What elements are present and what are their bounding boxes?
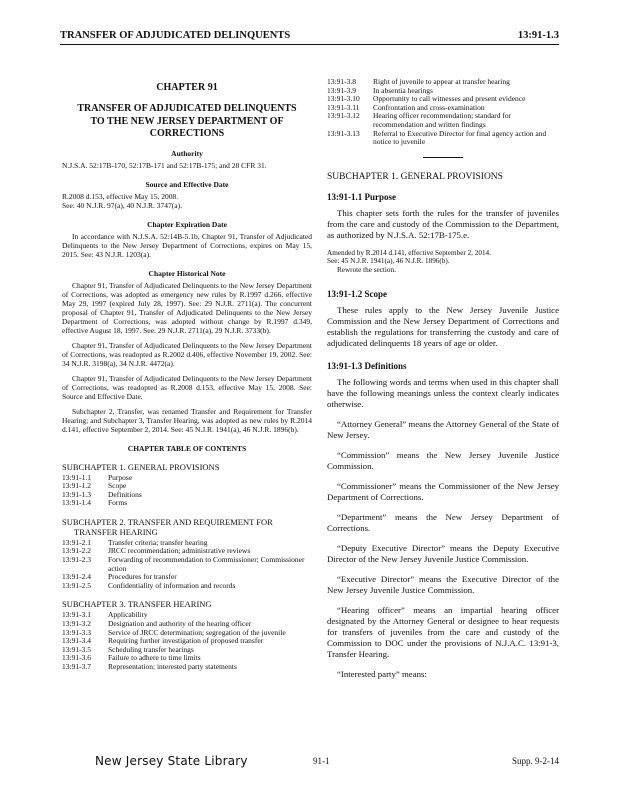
toc-entry-title: Referral to Executive Director for final agency action and notice to juvenile (373, 128, 547, 147)
expiration-heading: Chapter Expiration Date (147, 219, 227, 229)
history-paragraph: Chapter 91, Transfer of Adjudicated Delinquents to the New Jersey Department of Corrections, was readopted as R.2008 d.153, effective May 15, 2008. See: Source and Effective Date. (62, 373, 312, 401)
toc-entry-title: Hearing officer recommendation; standard for recommendation and written findings (373, 111, 512, 129)
toc-entry-number: 13:91-3.2 (62, 619, 91, 629)
toc-entry-number: 13:91-2.2 (62, 546, 91, 556)
header-title: TRANSFER OF ADJUDICATED DELINQUENTS (60, 30, 291, 41)
history-heading: Chapter Historical Note (148, 268, 226, 278)
section-text: The following words and terms when used in this chapter shall have the following meanings unless the context clearly indicates otherwise. (327, 376, 559, 409)
toc-entry (62, 556, 312, 573)
toc-entry-title: Confidentiality of information and records (108, 580, 236, 590)
definition-entry: “Interested party” means: (337, 668, 427, 679)
history-paragraph: Chapter 91, Transfer of Adjudicated Delinquents to the New Jersey Department of Corrections, was readopted as R.2002 d.406, effective November 19, 2002. See: 34 N.J.R. 3198(a), 34 N.J.R. 4472(a). (62, 340, 312, 368)
toc-entry-number: 13:91-2.3 (62, 555, 91, 565)
toc-subchapter-title-line: SUBCHAPTER 2. TRANSFER AND REQUIREMENT FOR (62, 516, 273, 527)
toc-entry-title: Failure to adhere to time limits (108, 653, 201, 663)
toc-entry-number: 13:91-3.11 (327, 102, 360, 112)
toc-entry-number: 13:91-2.4 (62, 572, 91, 582)
page-footer (95, 756, 559, 772)
section-title: 13:91-1.1 Purpose (327, 191, 396, 202)
running-header (60, 30, 559, 45)
toc-entry-number: 13:91-1.1 (62, 472, 91, 482)
amendment-note (327, 249, 559, 275)
header-section-number: 13:91-1.3 (517, 30, 559, 41)
toc-entry-number: 13:91-3.6 (62, 653, 91, 663)
toc-subchapter-title: SUBCHAPTER 3. TRANSFER HEARING (62, 599, 212, 610)
toc-entry-number: 13:91-1.2 (62, 481, 91, 491)
toc-entry-title: In absentia hearings (373, 85, 433, 95)
toc-entry-number: 13:91-3.13 (327, 128, 360, 138)
toc-entry-title: Scheduling transfer hearings (108, 644, 194, 654)
toc-entry-number: 13:91-3.12 (327, 111, 360, 121)
section-title: 13:91-1.3 Definitions (327, 360, 407, 371)
toc-entry-number: 13:91-3.5 (62, 644, 91, 654)
left-column (62, 78, 312, 672)
chapter-title-line: CORRECTIONS (149, 128, 225, 139)
toc-entry-number: 13:91-3.9 (327, 85, 356, 95)
toc-entry-title: JRCC recommendation; administrative reviews (108, 546, 251, 556)
toc-entry-number: 13:91-3.10 (327, 94, 360, 104)
authority-heading: Authority (171, 148, 203, 158)
toc-entry (62, 582, 312, 591)
toc-entry-number: 13:91-1.4 (62, 498, 91, 508)
toc-entry-title: Right of juvenile to appear at transfer hearing (373, 77, 510, 86)
toc-entry-title: Designation and authority of the hearing officer (108, 619, 252, 629)
toc-entry (327, 112, 559, 129)
section-title: 13:91-1.2 Scope (327, 288, 387, 299)
toc-entry-number: 13:91-3.1 (62, 610, 91, 620)
library-watermark: New Jersey State Library (95, 754, 248, 768)
definition-entry: “Hearing officer” means an impartial hearing officer designated by the Attorney General or designee to hear requests for transfers of juveniles from the care and custody of the Commission to DOC under the provisions of N.J.A.C. 13:91-3, Transfer Hearing. (327, 604, 559, 659)
toc-entry-title: Procedures for transfer (108, 572, 177, 582)
definition-entry: “Attorney General” means the Attorney General of the State of New Jersey. (327, 418, 559, 440)
toc-subchapter3-continued (327, 78, 559, 147)
history-paragraph: Subchapter 2, Transfer, was renamed Transfer and Requirement for Transfer Hearing; and Subchapter 3, Transfer Hearing, was adopted as new rules by R.2014 d.141, effective September 2, 2014. See: 45 N.J.R. 1941(a), 46 N.J.R. 1896(b). (62, 406, 312, 434)
toc-entry-number: 13:91-1.3 (62, 489, 91, 499)
toc-entry-number: 13:91-2.5 (62, 580, 91, 590)
toc-subchapter2-list (62, 539, 312, 591)
chapter-label: CHAPTER 91 (156, 82, 218, 93)
toc-entry (62, 499, 142, 508)
toc-entry-number: 13:91-3.4 (62, 636, 91, 646)
toc-entry-number: 13:91-3.3 (62, 627, 91, 637)
section-text: This chapter sets forth the rules for the transfer of juveniles from the care and custody of the Commission to the Department, as authorized by N.J.S.A. 52:17B-175.e. (327, 207, 559, 240)
right-column (327, 78, 559, 680)
authority-text: N.J.S.A. 52:17B-170, 52:17B-171 and 52:17B-175; and 28 CFR 31. (62, 160, 267, 170)
source-line: See: 40 N.J.R. 97(a), 40 N.J.R. 3747(a). (62, 200, 182, 210)
toc-entry-number: 13:91-3.7 (62, 662, 91, 671)
toc-entry (327, 130, 559, 147)
toc-entry-title: Confrontation and cross-examination (373, 102, 485, 112)
definition-entry: “Commissioner” means the Commissioner of the New Jersey Department of Corrections. (327, 480, 559, 502)
subchapter-heading: SUBCHAPTER 1. GENERAL PROVISIONS (327, 171, 503, 182)
definition-entry: “Executive Director” means the Executive Director of the New Jersey Juvenile Justice Commission. (327, 573, 559, 595)
toc-entry-title: Opportunity to call witnesses and present evidence (373, 94, 526, 104)
definitions-list (327, 419, 559, 680)
toc-entry-title: Purpose (108, 472, 133, 482)
toc-entry-number: 13:91-3.8 (327, 77, 356, 86)
toc-entry-title: Forms (108, 498, 128, 508)
toc-entry-title: Applicability (108, 610, 148, 620)
definition-entry: “Department” means the New Jersey Department of Corrections. (327, 511, 559, 533)
amendment-line: See: 45 N.J.R. 1941(a), 46 N.J.R. 1896(b). (327, 257, 450, 266)
definition-entry: “Commission” means the New Jersey Juvenile Justice Commission. (327, 449, 559, 471)
history-paragraph: Chapter 91, Transfer of Adjudicated Delinquents to the New Jersey Department of Corrections, was adopted as emergency new rules by R.1997 d.266, effective May 29, 1997 (expired July 28, 1997). See: 29 N.J.R. 2711(a). The concurrent proposal of Chapter 91, Transfer of Adjudicated Delinquents to the New Jersey Department of Corrections, was adopted without change by R.1997 d.349, effective August 18, 1997. See: 29 N.J.R. 2711(a), 29 N.J.R. 3733(b). (62, 280, 312, 335)
chapter-title-line: TRANSFER OF ADJUDICATED DELINQUENTS (77, 103, 297, 114)
toc-subchapter-title (62, 517, 312, 537)
toc-subchapter3-list (62, 611, 286, 671)
chapter-title (62, 103, 312, 141)
toc-subchapter1-list (62, 474, 142, 508)
toc-entry (62, 663, 286, 672)
page-number: 91-1 (313, 756, 330, 766)
chapter-title-line: TO THE NEW JERSEY DEPARTMENT OF (90, 115, 284, 127)
toc-entry-title: Transfer criteria; transfer hearing (108, 537, 208, 547)
toc-entry-title: Representation; interested party statements (108, 662, 237, 671)
toc-subchapter-title: SUBCHAPTER 1. GENERAL PROVISIONS (62, 461, 220, 472)
expiration-text: In accordance with N.J.S.A. 52:14B-5.1b, Chapter 91, Transfer of Adjudicated Delinquents to the New Jersey Department of Corrections, expires on May 15, 2015. See: 43 N.J.R. 1203(a). (62, 231, 312, 259)
source-line: R.2008 d.153, effective May 15, 2008. (62, 191, 179, 201)
toc-entry-title: Definitions (108, 489, 142, 499)
section-divider (423, 157, 463, 158)
toc-entry-title: Service of JRCC determination; segregation of the juvenile (108, 627, 286, 637)
toc-entry-title: Requiring further investigation of proposed transfer (108, 636, 264, 646)
amendment-line: Amended by R.2014 d.141, effective September 2, 2014. (327, 248, 491, 257)
toc-subchapter-title-line: TRANSFER HEARING (74, 526, 158, 537)
definition-entry: “Deputy Executive Director” means the Deputy Executive Director of the New Jersey Juvenile Justice Commission. (327, 542, 559, 564)
toc-entry (327, 78, 559, 87)
toc-entry-title: Scope (108, 481, 127, 491)
section-text: These rules apply to the New Jersey Juvenile Justice Commission and the New Jersey Department of Corrections and establish the regulations for transferring the custody and care of adjudicated delinquents 18 years of age or older. (327, 304, 559, 348)
toc-entry-title: Forwarding of recommendation to Commissioner; Commissioner action (108, 555, 305, 573)
toc-heading: CHAPTER TABLE OF CONTENTS (127, 443, 247, 453)
amendment-remark: Rewrote the section. (337, 265, 396, 274)
source-heading: Source and Effective Date (145, 179, 229, 189)
toc-entry-number: 13:91-2.1 (62, 537, 91, 547)
supplement-date: Supp. 9-2-14 (512, 756, 559, 766)
